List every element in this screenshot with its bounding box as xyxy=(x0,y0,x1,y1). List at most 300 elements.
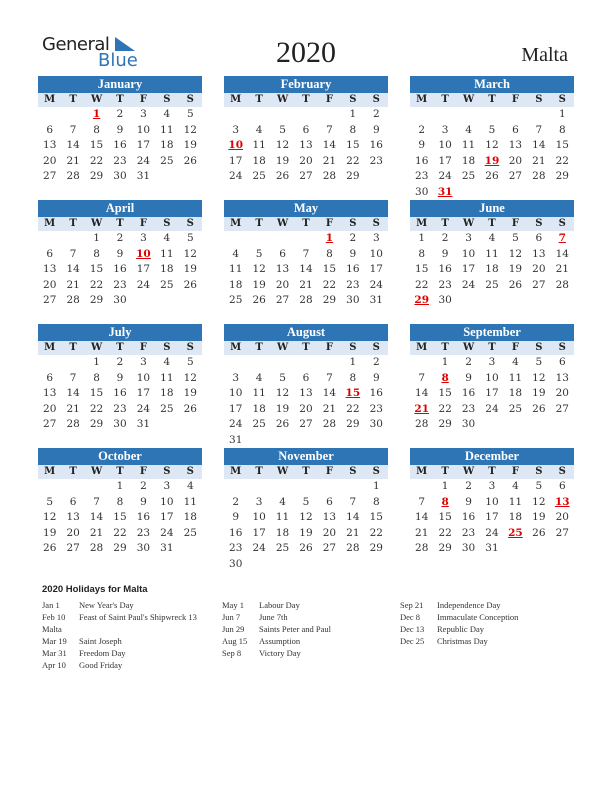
holiday-name: Victory Day xyxy=(259,648,301,658)
date-cell: 29 xyxy=(89,418,104,430)
date-cell: 13 xyxy=(555,371,569,384)
date-cell: 29 xyxy=(346,418,360,430)
date-cell: 1 xyxy=(372,480,380,492)
weekday-row xyxy=(224,465,388,479)
date-cell: 29 xyxy=(346,170,360,182)
day-grid xyxy=(410,479,574,557)
day-grid xyxy=(38,479,202,557)
weekday-label: S xyxy=(558,342,566,353)
date-cell: 12 xyxy=(183,247,197,260)
date-cell: 11 xyxy=(160,247,174,260)
weekday-row xyxy=(38,93,202,107)
weekday-label: F xyxy=(325,218,333,229)
weekday-label: W xyxy=(462,342,475,353)
date-cell: 10 xyxy=(485,371,499,384)
holiday-row xyxy=(42,599,197,611)
date-cell: 28 xyxy=(89,542,104,554)
holiday-name: New Year's Day xyxy=(79,600,134,610)
date-cell: 2 xyxy=(465,480,472,492)
empty-cell xyxy=(271,231,294,247)
holiday-name: Saint Joseph xyxy=(79,636,122,646)
empty-cell xyxy=(224,107,247,123)
weekday-label: M xyxy=(416,94,428,105)
country-name: Malta xyxy=(521,44,568,66)
date-cell: 28 xyxy=(415,418,429,430)
holiday-date-label: Jun 29 xyxy=(222,624,245,634)
date-cell: 23 xyxy=(461,526,476,539)
date-cell: 6 xyxy=(302,371,310,384)
date-cell: 19 xyxy=(532,511,546,523)
date-cell: 10 xyxy=(160,495,174,508)
date-cell: 28 xyxy=(66,294,80,306)
date-cell: 28 xyxy=(299,294,313,306)
day-grid xyxy=(38,107,202,185)
date-cell: 4 xyxy=(512,480,519,492)
empty-cell xyxy=(294,231,317,247)
date-cell: 1 xyxy=(441,356,449,368)
date-cell: 11 xyxy=(252,387,266,399)
holiday-name: June 7th xyxy=(259,612,288,622)
weekday-label: T xyxy=(116,94,124,105)
date-cell: 15 xyxy=(346,139,360,151)
date-cell: 30 xyxy=(438,294,452,306)
day-grid xyxy=(224,231,388,309)
date-cell: 5 xyxy=(302,495,310,508)
holiday-name: Independence Day xyxy=(437,600,501,610)
holiday-date-label: Dec 25 xyxy=(400,636,425,646)
date-cell: 26 xyxy=(183,154,197,167)
month-header: September xyxy=(410,324,574,341)
date-cell: 4 xyxy=(163,232,171,244)
holiday-date-label: Dec 8 xyxy=(400,612,421,622)
month-header: November xyxy=(224,448,388,465)
date-cell: 17 xyxy=(438,154,452,167)
date-cell: 26 xyxy=(532,402,546,415)
empty-cell xyxy=(294,479,317,495)
holiday-date-label: Jun 7 xyxy=(222,612,241,622)
date-cell: 26 xyxy=(183,402,197,415)
date-cell: 16 xyxy=(461,387,476,399)
date-cell: 28 xyxy=(66,418,80,430)
holiday-name: Republic Day xyxy=(437,624,484,634)
date-cell: 13 xyxy=(66,511,80,523)
date-cell: 20 xyxy=(66,526,80,539)
weekday-label: F xyxy=(511,94,519,105)
date-cell: 11 xyxy=(275,511,290,523)
date-cell: 26 xyxy=(252,294,266,306)
weekday-label: S xyxy=(535,342,543,353)
date-cell: 3 xyxy=(465,232,472,244)
holiday-date: 13 xyxy=(554,495,570,508)
weekday-label: F xyxy=(325,466,333,477)
holiday-date-label: Aug 15 xyxy=(222,636,248,646)
date-cell: 18 xyxy=(461,154,476,167)
empty-cell xyxy=(271,107,294,123)
date-cell: 27 xyxy=(555,402,569,415)
date-cell: 26 xyxy=(532,526,546,539)
date-cell: 3 xyxy=(232,123,240,136)
date-cell: 14 xyxy=(66,139,80,151)
date-cell: 6 xyxy=(46,247,54,260)
weekday-label: T xyxy=(441,466,449,477)
date-cell: 9 xyxy=(116,123,124,136)
date-cell: 12 xyxy=(532,371,546,384)
date-cell: 7 xyxy=(69,123,77,136)
date-cell: 14 xyxy=(299,263,313,275)
month-may xyxy=(224,200,388,309)
weekday-label: S xyxy=(163,218,171,229)
date-cell: 25 xyxy=(183,526,197,539)
date-cell: 11 xyxy=(508,371,523,384)
empty-cell xyxy=(527,107,550,123)
weekday-row xyxy=(224,93,388,107)
date-cell: 23 xyxy=(136,526,151,539)
date-cell: 15 xyxy=(113,511,127,523)
weekday-label: W xyxy=(276,342,289,353)
date-cell: 30 xyxy=(113,170,127,182)
holiday-date: 25 xyxy=(508,526,523,539)
date-cell: 3 xyxy=(232,371,240,384)
weekday-label: M xyxy=(230,342,242,353)
date-cell: 23 xyxy=(369,402,383,415)
date-cell: 31 xyxy=(229,433,243,446)
weekday-label: T xyxy=(69,218,77,229)
date-cell: 22 xyxy=(89,278,104,291)
date-cell: 21 xyxy=(322,154,337,167)
date-cell: 19 xyxy=(275,154,290,167)
date-cell: 23 xyxy=(346,278,360,291)
date-cell: 9 xyxy=(349,247,357,260)
holidays-title: 2020 Holidays for Malta xyxy=(42,584,148,595)
empty-cell xyxy=(457,107,480,123)
date-cell: 12 xyxy=(275,387,290,399)
weekday-label: F xyxy=(511,218,519,229)
date-cell: 15 xyxy=(438,387,452,399)
weekday-row xyxy=(38,341,202,355)
holiday-name: Assumption xyxy=(259,636,301,646)
weekday-row xyxy=(410,93,574,107)
date-cell: 16 xyxy=(438,263,452,275)
date-cell: 6 xyxy=(512,123,519,136)
holiday-name: Good Friday xyxy=(79,660,123,670)
empty-cell xyxy=(247,231,270,247)
logo-text-general: General xyxy=(42,34,110,55)
date-cell: 2 xyxy=(140,480,147,492)
holiday-date: 19 xyxy=(484,154,500,167)
date-cell: 3 xyxy=(255,495,263,508)
date-cell: 10 xyxy=(229,387,243,399)
date-cell: 24 xyxy=(136,402,151,415)
weekday-label: T xyxy=(488,466,496,477)
empty-cell xyxy=(38,107,61,123)
date-cell: 5 xyxy=(255,247,263,260)
date-cell: 9 xyxy=(465,371,472,384)
weekday-label: T xyxy=(255,94,263,105)
weekday-label: M xyxy=(44,342,56,353)
weekday-label: M xyxy=(44,218,56,229)
date-cell: 25 xyxy=(160,402,174,415)
date-cell: 20 xyxy=(555,387,569,399)
date-cell: 23 xyxy=(461,402,476,415)
weekday-label: T xyxy=(488,218,496,229)
date-cell: 9 xyxy=(116,247,124,260)
month-header: August xyxy=(224,324,388,341)
date-cell: 16 xyxy=(369,139,383,151)
date-cell: 19 xyxy=(252,278,266,291)
date-cell: 8 xyxy=(326,247,333,260)
date-cell: 24 xyxy=(136,154,151,167)
date-cell: 30 xyxy=(346,294,360,306)
weekday-row xyxy=(410,465,574,479)
weekday-label: T xyxy=(116,342,124,353)
date-cell: 30 xyxy=(461,418,476,430)
holiday-date: 1 xyxy=(92,108,101,120)
month-april xyxy=(38,200,202,309)
date-cell: 21 xyxy=(66,154,80,167)
empty-cell xyxy=(294,107,317,123)
date-cell: 16 xyxy=(229,526,243,539)
date-cell: 21 xyxy=(532,154,546,167)
date-cell: 19 xyxy=(43,526,57,539)
weekday-label: S xyxy=(558,94,566,105)
date-cell: 28 xyxy=(415,542,429,554)
weekday-label: T xyxy=(69,342,77,353)
date-cell: 20 xyxy=(555,511,569,523)
date-cell: 9 xyxy=(372,123,380,136)
date-cell: 13 xyxy=(322,511,337,523)
date-cell: 23 xyxy=(229,542,243,554)
weekday-label: T xyxy=(302,94,310,105)
weekday-label: F xyxy=(325,94,333,105)
holiday-date-label: Apr 10 xyxy=(42,660,66,670)
holiday-row xyxy=(42,659,197,671)
date-cell: 11 xyxy=(508,495,523,508)
date-cell: 14 xyxy=(415,511,429,523)
date-cell: 1 xyxy=(93,232,100,244)
weekday-label: S xyxy=(349,94,357,105)
date-cell: 14 xyxy=(555,247,569,260)
date-cell: 13 xyxy=(43,387,57,399)
weekday-label: S xyxy=(558,466,566,477)
date-cell: 24 xyxy=(136,278,151,291)
date-cell: 12 xyxy=(183,123,197,136)
weekday-label: T xyxy=(116,466,124,477)
weekday-label: S xyxy=(163,466,171,477)
month-header: February xyxy=(224,76,388,93)
holiday-date-label: Malta xyxy=(42,624,62,634)
empty-cell xyxy=(224,355,247,371)
month-july xyxy=(38,324,202,433)
date-cell: 26 xyxy=(275,418,290,430)
empty-cell xyxy=(61,355,84,371)
month-header: April xyxy=(38,200,202,217)
date-cell: 8 xyxy=(372,495,380,508)
holiday-row xyxy=(222,647,331,659)
holiday-row xyxy=(42,647,197,659)
date-cell: 20 xyxy=(299,402,313,415)
date-cell: 11 xyxy=(485,247,499,260)
date-cell: 27 xyxy=(532,278,546,291)
weekday-label: S xyxy=(535,218,543,229)
date-cell: 14 xyxy=(66,387,80,399)
holiday-date: 10 xyxy=(136,247,151,260)
date-cell: 7 xyxy=(69,247,77,260)
date-cell: 24 xyxy=(229,170,243,182)
holiday-row xyxy=(42,611,197,623)
date-cell: 25 xyxy=(275,542,290,554)
month-header: December xyxy=(410,448,574,465)
date-cell: 27 xyxy=(43,418,57,430)
date-cell: 19 xyxy=(532,387,546,399)
holiday-row xyxy=(222,599,331,611)
date-cell: 22 xyxy=(89,402,104,415)
date-cell: 7 xyxy=(418,371,426,384)
empty-cell xyxy=(85,479,108,495)
weekday-label: S xyxy=(372,466,380,477)
weekday-label: S xyxy=(163,342,171,353)
date-cell: 7 xyxy=(326,371,333,384)
date-cell: 15 xyxy=(555,139,569,151)
date-cell: 29 xyxy=(89,170,104,182)
date-cell: 25 xyxy=(508,402,523,415)
weekday-label: T xyxy=(441,342,449,353)
weekday-row xyxy=(38,217,202,231)
date-cell: 13 xyxy=(532,247,546,260)
date-cell: 25 xyxy=(461,170,476,182)
holiday-row xyxy=(222,611,331,623)
weekday-label: T xyxy=(255,466,263,477)
date-cell: 8 xyxy=(418,247,426,260)
date-cell: 22 xyxy=(438,402,452,415)
date-cell: 5 xyxy=(279,123,286,136)
holiday-name: Freedom Day xyxy=(79,648,126,658)
date-cell: 12 xyxy=(485,139,499,151)
holiday-row xyxy=(42,623,197,635)
date-cell: 21 xyxy=(299,278,313,291)
month-november xyxy=(224,448,388,572)
date-cell: 6 xyxy=(46,371,54,384)
date-cell: 8 xyxy=(93,123,100,136)
weekday-label: M xyxy=(416,342,428,353)
empty-cell xyxy=(61,479,84,495)
date-cell: 22 xyxy=(89,154,104,167)
holiday-name: Saints Peter and Paul xyxy=(259,624,332,634)
date-cell: 19 xyxy=(275,402,290,415)
date-cell: 17 xyxy=(136,387,151,399)
date-cell: 4 xyxy=(512,356,519,368)
date-cell: 13 xyxy=(275,263,290,275)
date-cell: 11 xyxy=(252,139,266,151)
date-cell: 9 xyxy=(465,495,472,508)
date-cell: 29 xyxy=(555,170,569,182)
date-cell: 2 xyxy=(116,108,124,120)
weekday-label: S xyxy=(349,342,357,353)
date-cell: 7 xyxy=(69,371,77,384)
day-grid xyxy=(224,107,388,185)
date-cell: 27 xyxy=(322,542,337,554)
date-cell: 7 xyxy=(93,495,100,508)
holiday-date: 29 xyxy=(414,294,430,306)
weekday-label: M xyxy=(230,94,242,105)
empty-cell xyxy=(318,479,341,495)
date-cell: 12 xyxy=(508,247,523,260)
date-cell: 16 xyxy=(136,511,151,523)
date-cell: 8 xyxy=(116,495,124,508)
weekday-label: T xyxy=(302,218,310,229)
month-june xyxy=(410,200,574,309)
month-january xyxy=(38,76,202,185)
date-cell: 6 xyxy=(535,232,543,244)
date-cell: 26 xyxy=(43,542,57,554)
date-cell: 17 xyxy=(252,526,266,539)
date-cell: 3 xyxy=(488,356,496,368)
date-cell: 28 xyxy=(346,542,360,554)
date-cell: 5 xyxy=(535,480,543,492)
date-cell: 2 xyxy=(116,232,124,244)
weekday-label: S xyxy=(186,218,194,229)
date-cell: 14 xyxy=(89,511,104,523)
date-cell: 19 xyxy=(183,387,197,399)
date-cell: 28 xyxy=(322,170,337,182)
date-cell: 6 xyxy=(326,495,333,508)
date-cell: 1 xyxy=(349,356,357,368)
date-cell: 28 xyxy=(322,418,337,430)
holiday-date: 7 xyxy=(558,232,566,244)
month-august xyxy=(224,324,388,448)
date-cell: 18 xyxy=(252,154,266,167)
date-cell: 20 xyxy=(43,402,57,415)
date-cell: 24 xyxy=(252,542,266,554)
date-cell: 15 xyxy=(415,263,429,275)
date-cell: 24 xyxy=(229,418,243,430)
empty-cell xyxy=(224,231,247,247)
day-grid xyxy=(410,107,574,200)
date-cell: 4 xyxy=(465,123,472,136)
holiday-date: 8 xyxy=(441,371,449,384)
date-cell: 9 xyxy=(418,139,426,151)
weekday-label: F xyxy=(325,342,333,353)
date-cell: 16 xyxy=(113,387,127,399)
empty-cell xyxy=(38,355,61,371)
date-cell: 7 xyxy=(535,123,543,136)
date-cell: 22 xyxy=(346,154,360,167)
month-header: June xyxy=(410,200,574,217)
holiday-date-label: May 1 xyxy=(222,600,244,610)
empty-cell xyxy=(341,479,364,495)
holiday-row xyxy=(400,599,518,611)
empty-cell xyxy=(294,355,317,371)
date-cell: 1 xyxy=(558,108,566,120)
date-cell: 25 xyxy=(485,278,499,291)
date-cell: 14 xyxy=(532,139,546,151)
holiday-date-label: Mar 31 xyxy=(42,648,67,658)
calendar-year-title: 2020 xyxy=(276,36,336,69)
holiday-row xyxy=(222,623,331,635)
date-cell: 3 xyxy=(140,232,147,244)
holiday-date: 15 xyxy=(345,387,361,399)
weekday-label: T xyxy=(488,342,496,353)
date-cell: 18 xyxy=(252,402,266,415)
date-cell: 13 xyxy=(508,139,523,151)
date-cell: 6 xyxy=(46,123,54,136)
month-february xyxy=(224,76,388,185)
date-cell: 2 xyxy=(232,495,240,508)
date-cell: 21 xyxy=(415,526,429,539)
date-cell: 14 xyxy=(322,387,337,399)
date-cell: 18 xyxy=(183,511,197,523)
date-cell: 24 xyxy=(438,170,452,182)
date-cell: 9 xyxy=(140,495,147,508)
